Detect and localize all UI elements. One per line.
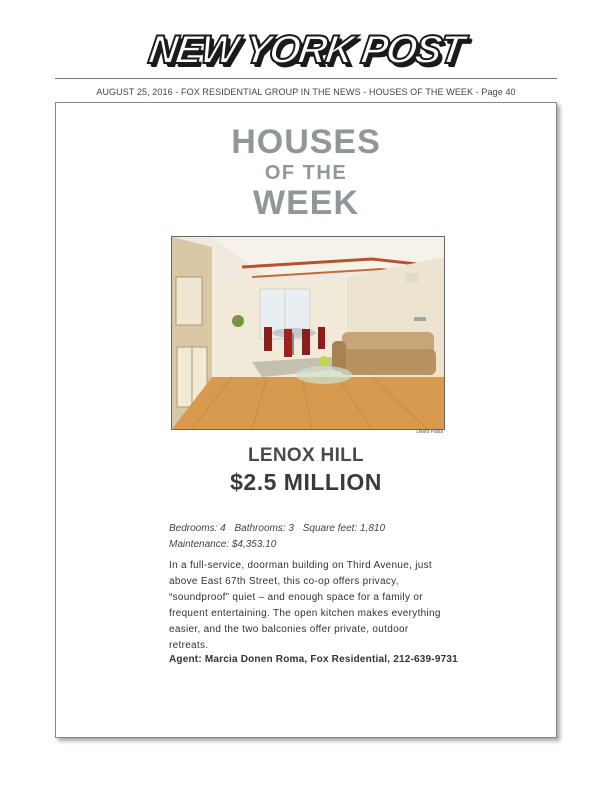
photo-credit: David Palsa (416, 429, 443, 435)
listing-description: In a full-service, doorman building on Third Avenue, just above East 67th Street, this co-op offers privacy, “soundproof” quiet – and enough space for a family or frequent entertaining. The open kitchen makes everything easier, and the two balconies offer private, outdoor retreats. (169, 560, 441, 651)
header-divider (55, 78, 557, 79)
masthead (0, 28, 612, 72)
square-feet-value: Square feet: 1,810 (302, 523, 386, 534)
bathrooms-value: Bathrooms: 3 (234, 523, 294, 534)
dateline: AUGUST 25, 2016 - FOX RESIDENTIAL GROUP IN THE NEWS - HOUSES OF THE WEEK - Page 40 (96, 87, 516, 97)
title-line-3: WEEK (253, 184, 359, 222)
bedrooms-value: Bedrooms: 4 (169, 523, 226, 534)
maintenance-value: Maintenance: $4,353.10 (169, 539, 277, 550)
title-line-1: HOUSES (231, 123, 381, 161)
title-line-2: OF THE (264, 162, 348, 184)
apartment-photo (171, 236, 445, 430)
listing-specs (169, 521, 459, 553)
article-card (55, 102, 557, 738)
listing-price: $2.5 MILLION (230, 469, 382, 495)
neighborhood-heading: LENOX HILL (248, 445, 364, 466)
agent-contact: Agent: Marcia Donen Roma, Fox Residential, 212-639-9731 (169, 654, 458, 665)
section-title (56, 123, 556, 221)
newspaper-logo: NEW YORK POST (146, 28, 466, 72)
